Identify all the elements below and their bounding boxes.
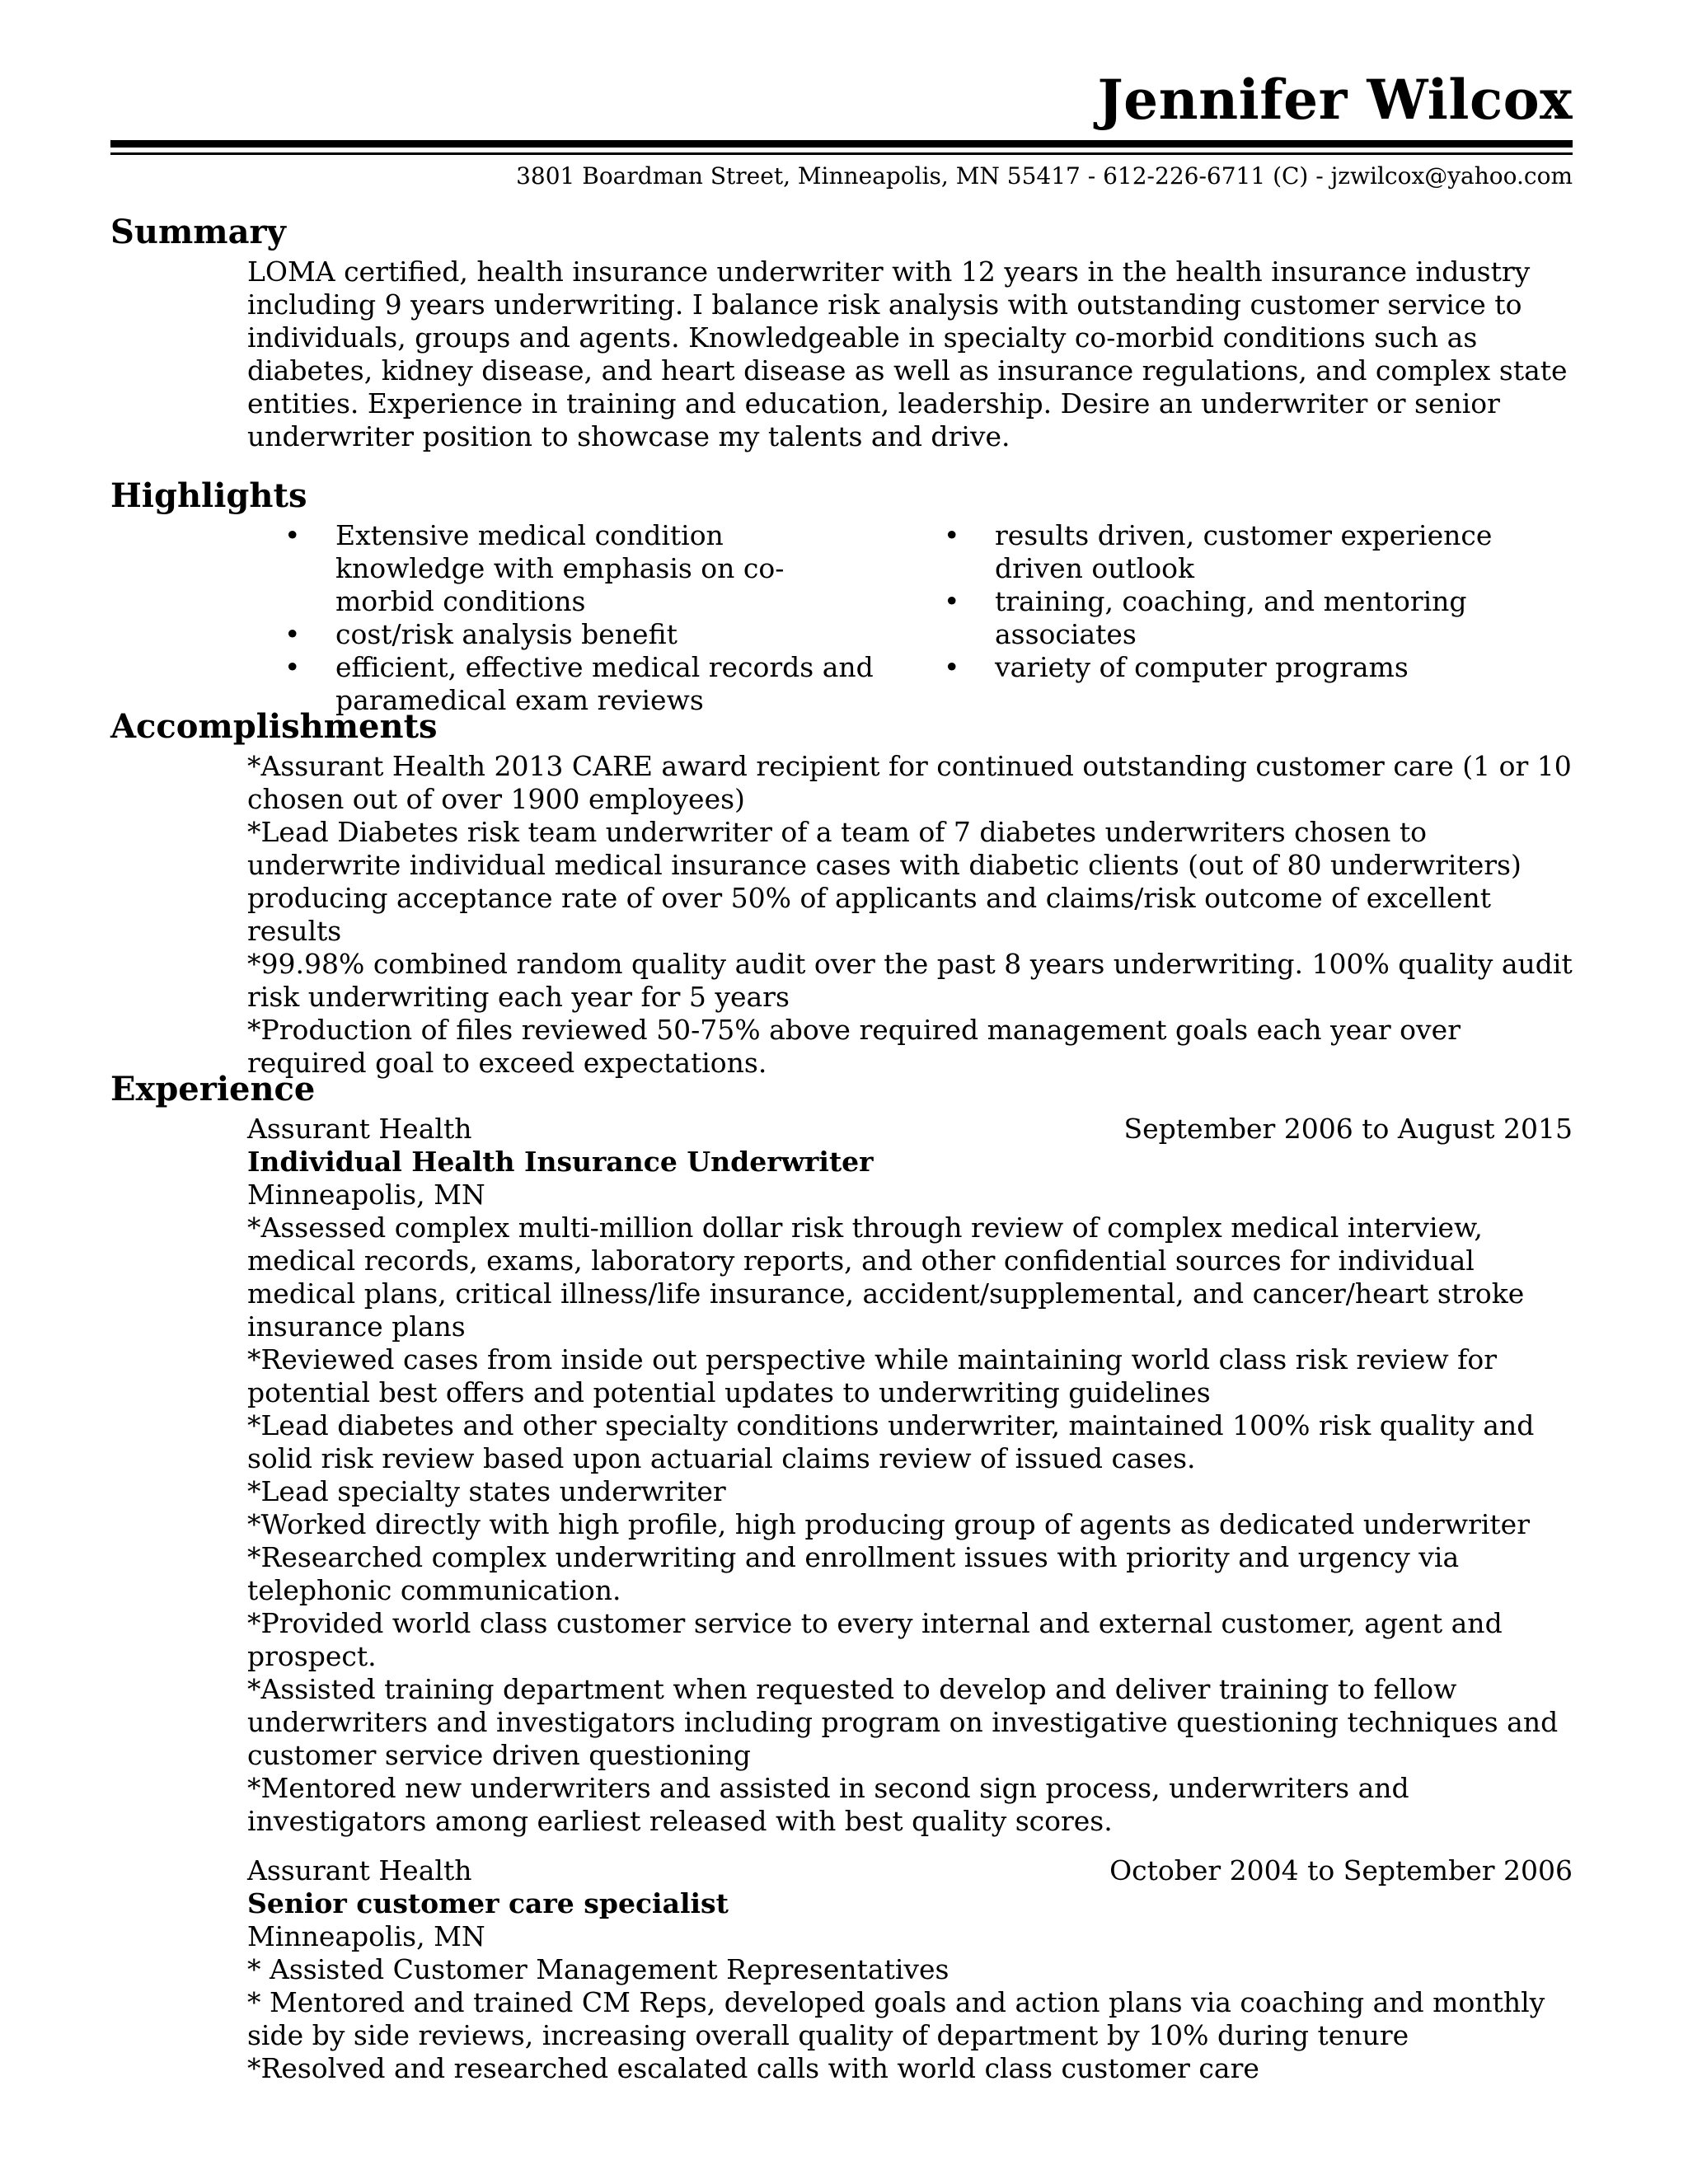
job-duty: *Resolved and researched escalated calls with world class customer care	[247, 2052, 1259, 2084]
job-position: Senior customer care specialist	[247, 1887, 729, 1919]
job-duty: *Assessed complex multi-million dollar risk through review of complex medical interview, medical records, exams, laboratory reports, and other confidential sources for individual medical plans, critical illness/life insurance, accident/supplemental, and cancer/heart stroke insurance plans	[247, 1212, 1525, 1343]
highlights-right-list	[944, 519, 1578, 684]
highlights-heading: Highlights	[110, 476, 307, 515]
accomplishment-item: *99.98% combined random quality audit over the past 8 years underwriting. 100% quality audit risk underwriting each year for 5 years	[247, 948, 1573, 1013]
job-duty: * Assisted Customer Management Representatives	[247, 1953, 950, 1985]
highlight-item: • Extensive medical condition knowledge with emphasis on co-morbid conditions	[284, 519, 878, 618]
job-duties	[247, 1953, 1582, 2085]
summary-paragraph: LOMA certified, health insurance underwriter with 12 years in the health insurance industry including 9 years underwriting. I balance risk analysis with outstanding customer service to individuals, groups and agents. Knowledgeable in specialty co-morbid conditions such as diabetes, kidney disease, and heart disease as well as insurance regulations, and complex state entities. Experience in training and education, leadership. Desire an underwriter or senior underwriter position to showcase my talents and drive.	[247, 255, 1568, 452]
job-duty: *Lead specialty states underwriter	[247, 1475, 726, 1507]
highlight-item: • efficient, effective medical records and paramedical exam reviews	[284, 651, 878, 717]
job-duty: *Provided world class customer service to every internal and external customer, agent and prospect.	[247, 1607, 1503, 1672]
accomplishment-item: *Production of files reviewed 50-75% above required management goals each year over required goal to exceed expectations.	[247, 1014, 1461, 1079]
accomplishment-item: *Lead Diabetes risk team underwriter of a team of 7 diabetes underwriters chosen to underwrite individual medical insurance cases with diabetic clients (out of 80 underwriters) producing acceptance rate of over 50% of applicants and claims/risk outcome of excellent results	[247, 816, 1522, 947]
job-position: Individual Health Insurance Underwriter	[247, 1146, 874, 1178]
accomplishments-list	[247, 750, 1582, 1080]
candidate-name: Jennifer Wilcox	[1097, 68, 1573, 132]
highlight-item: • training, coaching, and mentoring associates	[944, 585, 1578, 651]
highlights-left-list	[284, 519, 878, 717]
job-dates: October 2004 to September 2006	[1109, 1854, 1573, 1886]
header-rule-thick	[110, 140, 1573, 148]
experience-heading: Experience	[110, 1070, 316, 1108]
summary-text	[247, 255, 1582, 453]
job-duty: *Assisted training department when requested to develop and deliver training to fellow underwriters and investigators including program on investigative questioning techniques and customer service driven questioning	[247, 1673, 1559, 1771]
summary-heading: Summary	[110, 213, 286, 251]
job-duty: *Lead diabetes and other specialty conditions underwriter, maintained 100% risk quality and solid risk review based upon actuarial claims review of issued cases.	[247, 1409, 1535, 1474]
contact-info: 3801 Boardman Street, Minneapolis, MN 55417 - 612-226-6711 (C) - jzwilcox@yahoo.com	[516, 162, 1573, 190]
job-duty: *Mentored new underwriters and assisted in second sign process, underwriters and investigators among earliest released with best quality scores.	[247, 1772, 1409, 1837]
job-location: Minneapolis, MN	[247, 1920, 485, 1952]
accomplishment-item: *Assurant Health 2013 CARE award recipient for continued outstanding customer care (1 or 10 chosen out of over 1900 employees)	[247, 750, 1572, 815]
highlight-item: • cost/risk analysis benefit	[284, 618, 878, 651]
header-rule-thin	[110, 152, 1573, 155]
job-company: Assurant Health	[247, 1113, 472, 1145]
job-dates: September 2006 to August 2015	[1123, 1113, 1573, 1145]
highlight-item: • results driven, customer experience driven outlook	[944, 519, 1578, 585]
job-duty: *Reviewed cases from inside out perspective while maintaining world class risk review for potential best offers and potential updates to underwriting guidelines	[247, 1343, 1498, 1408]
job-duty: * Mentored and trained CM Reps, developed goals and action plans via coaching and monthly side by side reviews, increasing overall quality of department by 10% during tenure	[247, 1986, 1545, 2051]
job-duty: *Researched complex underwriting and enrollment issues with priority and urgency via telephonic communication.	[247, 1541, 1460, 1606]
job-duties	[247, 1212, 1582, 1838]
highlight-item: • variety of computer programs	[944, 651, 1578, 684]
job-company: Assurant Health	[247, 1854, 472, 1886]
job-location: Minneapolis, MN	[247, 1179, 485, 1211]
job-duty: *Worked directly with high profile, high producing group of agents as dedicated underwriter	[247, 1508, 1530, 1540]
accomplishments-heading: Accomplishments	[110, 707, 438, 746]
